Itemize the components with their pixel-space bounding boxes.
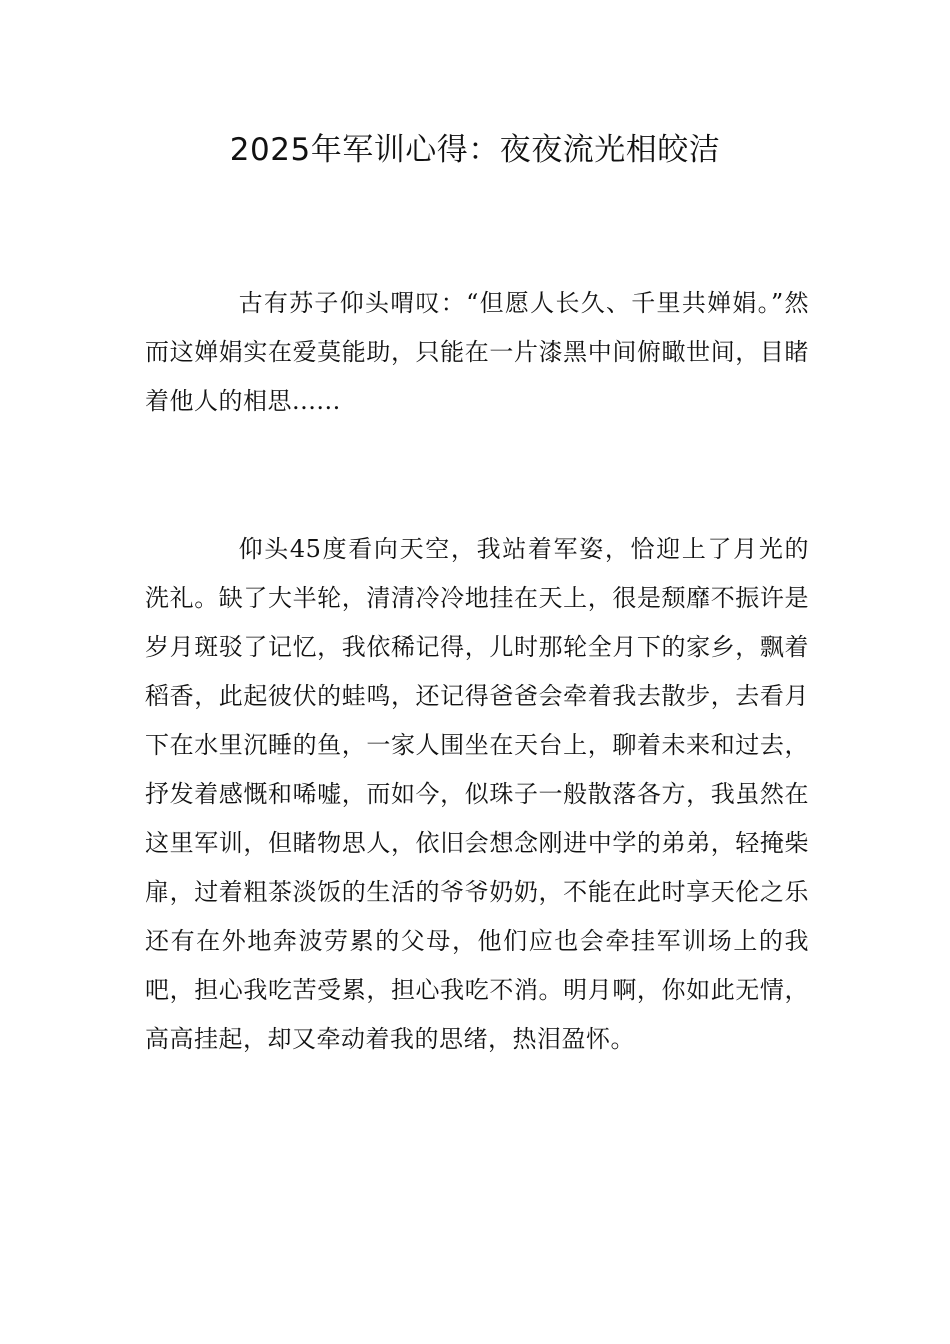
paragraph-1: 古有苏子仰头喟叹：“但愿人长久、千里共婵娟。”然而这婵娟实在爱莫能助，只能在一片漆黑中间俯瞰世间，目睹着他人的相思......	[145, 289, 809, 415]
paragraph-2: 仰头45度看向天空，我站着军姿，恰迎上了月光的洗礼。缺了大半轮，清清冷冷地挂在天上，很是颓靡不振许是岁月斑驳了记忆，我依稀记得，儿时那轮全月下的家乡，飘着稻香，此起彼伏的蛙鸣，还记得爸爸会牵着我去散步，去看月下在水里沉睡的鱼，一家人围坐在天台上，聊着未来和过去，抒发着感慨和唏嘘，而如今，似珠子一般散落各方，我虽然在这里军训，但睹物思人，依旧会想念刚进中学的弟弟，轻掩柴扉，过着粗茶淡饭的生活的爷爷奶奶，不能在此时享天伦之乐还有在外地奔波劳累的父母，他们应也会牵挂军训场上的我吧，担心我吃苦受累，担心我吃不消。明月啊，你如此无情，高高挂起，却又牵动着我的思绪，热泪盈怀。	[145, 535, 809, 1053]
document-title: 2025年军训心得：夜夜流光相皎洁	[229, 132, 721, 168]
